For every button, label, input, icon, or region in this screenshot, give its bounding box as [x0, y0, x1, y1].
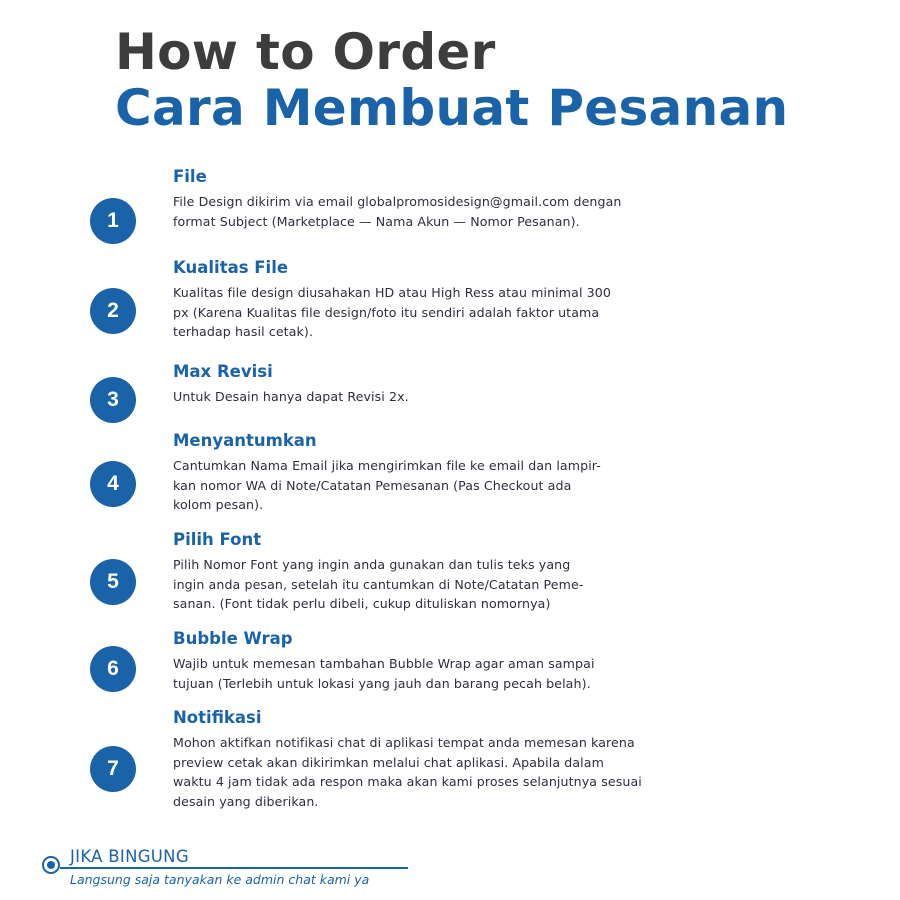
step-description-line: preview cetak akan dikirimkan melalui chat aplikasi. Apabila dalam — [173, 754, 604, 770]
step-description-line: Cantumkan Nama Email jika mengirimkan file ke email dan lampir- — [173, 458, 601, 473]
step-number-badge: 2 — [90, 288, 136, 334]
step-description-line: kolom pesan). — [173, 497, 264, 512]
step-description-line: tujuan (Terlebih untuk lokasi yang jauh dan barang pecah belah). — [173, 675, 591, 691]
step-title: Bubble Wrap — [173, 629, 293, 648]
page-subtitle: Cara Membuat Pesanan — [115, 79, 789, 137]
step-description — [173, 733, 642, 811]
step-title: Max Revisi — [173, 362, 273, 381]
step-description — [173, 654, 595, 693]
step-description-line: Untuk Desain hanya dapat Revisi 2x. — [173, 389, 409, 404]
step-title: Kualitas File — [173, 258, 289, 277]
step-title: Notifikasi — [173, 708, 262, 727]
page-title: How to Order — [115, 23, 496, 81]
step-description — [173, 555, 584, 614]
step-description-line: sanan. (Font tidak perlu dibeli, cukup dituliskan nomornya) — [173, 596, 551, 611]
step-description — [173, 456, 601, 515]
step-title: File — [173, 167, 207, 186]
step-number-badge: 5 — [90, 559, 136, 605]
step-description-line: terhadap hasil cetak). — [173, 324, 314, 339]
step-description-line: format Subject (Marketplace — Nama Akun — Nomor Pesanan). — [173, 213, 580, 229]
footer-help — [40, 845, 420, 895]
step-number-badge: 6 — [90, 646, 136, 692]
step-number-badge: 1 — [90, 198, 136, 244]
step-description-line: ingin anda pesan, setelah itu cantumkan di Note/Catatan Peme- — [173, 576, 584, 592]
step-number-badge: 3 — [90, 377, 136, 423]
step-description-line: Wajib untuk memesan tambahan Bubble Wrap agar aman sampai — [173, 656, 595, 671]
step-description-line: kan nomor WA di Note/Catatan Pemesanan (Pas Checkout ada — [173, 477, 572, 493]
step-description-line: Pilih Nomor Font yang ingin anda gunakan dan tulis teks yang — [173, 557, 571, 572]
step-description-line: File Design dikirim via email globalpromosidesign@gmail.com dengan — [173, 194, 622, 209]
step-description-line: waktu 4 jam tidak ada respon maka akan kami proses selanjutnya sesuai — [173, 774, 642, 789]
step-description — [173, 283, 611, 342]
step-description-line: Kualitas file design diusahakan HD atau High Ress atau minimal 300 — [173, 285, 612, 300]
footer-subtitle: Langsung saja tanyakan ke admin chat kami ya — [70, 872, 370, 887]
step-title: Menyantumkan — [173, 431, 317, 450]
step-number-badge: 4 — [90, 461, 136, 507]
step-description-line: px (Karena Kualitas file design/foto itu sendiri adalah faktor utama — [173, 304, 600, 320]
step-description — [173, 387, 409, 407]
step-title: Pilih Font — [173, 530, 262, 549]
step-number-badge: 7 — [90, 746, 136, 792]
step-description — [173, 192, 622, 231]
step-description-line: Mohon aktifkan notifikasi chat di aplikasi tempat anda memesan karena — [173, 735, 635, 750]
footer-dot-icon — [47, 861, 55, 869]
footer-title: JIKA BINGUNG — [70, 847, 189, 866]
step-description-line: desain yang diberikan. — [173, 793, 319, 809]
